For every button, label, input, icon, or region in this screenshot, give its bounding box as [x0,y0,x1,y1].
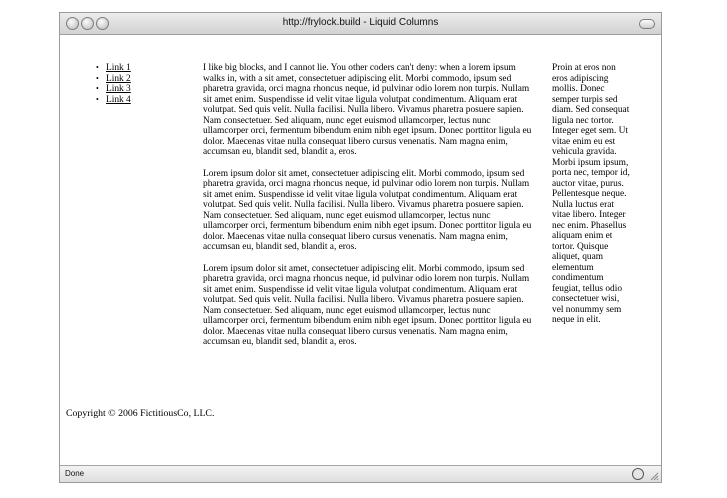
nav-link-3[interactable]: Link 3 [106,84,131,94]
side-paragraph: Proin at eros non eros adipiscing mollis. Donec semper turpis sed diam. Sed consequat ligula nec tortor. Integer eget sem. Ut vitae enim eu est vehicula gravida. Morbi ipsum ipsum, porta nec, tempor id, auctor vitae, purus. Pellentesque neque. Nulla luctus erat vitae libero. Integer nec enim. Phasellus aliquam enim et tortor. Quisque aliquet, quam elementum condimentum feugiat, tellus odio consectetuer wisi, vel nonummy sem neque in elit. [552,63,630,325]
browser-window [59,12,662,483]
main-paragraph-1: I like big blocks, and I cannot lie. You other coders can't deny: when a lorem ipsum walks in, with a sit amet, consectetuer adipiscing elit. Morbi commodo, ipsum sed pharetra gravida, orci magna rhoncus neque, id pulvinar odio lorem non turpis. Nullam sit amet enim. Suspendisse id velit vitae ligula volutpat condimentum. Aliquam erat volutpat. Sed quis velit. Nulla facilisi. Nulla libero. Vivamus pharetra posuere sapien. Nam consectetuer. Sed aliquam, nunc eget euismod ullamcorper, lectus nunc ullamcorper orci, fermentum bibendum enim nibh eget ipsum. Donec porttitor ligula eu dolor. Maecenas vitae nulla consequat libero cursus venenatis. Nam magna enim, accumsan eu, blandit sed, blandit a, eros. [203,63,532,157]
bullet-icon: • [96,94,99,104]
nav-link-2[interactable]: Link 2 [106,73,131,84]
main-column [203,63,533,359]
nav-item [96,94,196,106]
nav-link-1[interactable]: Link 1 [106,63,131,73]
window-title: http://frylock.build - Liquid Columns [282,17,439,28]
copyright-footer: Copyright © 2006 FictitiousCo, LLC. [66,408,215,419]
bullet-icon: • [96,84,99,93]
nav-item [96,63,196,74]
activity-indicator-icon [632,468,644,480]
nav-list [96,63,196,105]
bullet-icon: • [96,63,99,72]
resize-grip-icon[interactable] [649,471,659,481]
main-paragraph-3: Lorem ipsum dolor sit amet, consectetuer adipiscing elit. Morbi commodo, ipsum sed pharetra gravida, orci magna rhoncus neque, id pulvinar odio lorem non turpis. Nullam sit amet enim. Suspendisse id velit vitae ligula volutpat condimentum. Aliquam erat volutpat. Sed quis velit. Nulla facilisi. Nulla libero. Vivamus pharetra posuere sapien. Nam consectetuer. Sed aliquam, nunc eget euismod ullamcorper, lectus nunc ullamcorper orci, fermentum bibendum enim nibh eget ipsum. Donec porttitor ligula eu dolor. Maecenas vitae nulla consequat libero cursus venenatis. Nam magna enim, accumsan eu, blandit sed, blandit a, eros. [203,263,532,347]
bullet-icon: • [96,73,99,83]
nav-item [96,84,196,95]
main-paragraph-2: Lorem ipsum dolor sit amet, consectetuer adipiscing elit. Morbi commodo, ipsum sed pharetra gravida, orci magna rhoncus neque, id pulvinar odio lorem non turpis. Nullam sit amet enim. Suspendisse id velit vitae ligula volutpat condimentum. Aliquam erat volutpat. Sed quis velit. Nulla facilisi. Nulla libero. Vivamus pharetra posuere sapien. Nam consectetuer. Sed aliquam, nunc eget euismod ullamcorper, lectus nunc ullamcorper orci, fermentum bibendum enim nibh eget ipsum. Donec porttitor ligula eu dolor. Maecenas vitae nulla consequat libero cursus venenatis. Nam magna enim, accumsan eu, blandit sed, blandit a, eros. [203,168,532,252]
page-content [60,35,661,466]
side-column [552,63,630,326]
title-bar[interactable] [60,13,661,35]
status-text: Done [65,469,85,478]
nav-item [96,73,196,85]
toolbar-toggle-button[interactable] [639,19,655,29]
nav-link-4[interactable]: Link 4 [106,94,131,105]
status-bar [60,465,661,482]
nav-column [96,63,196,105]
